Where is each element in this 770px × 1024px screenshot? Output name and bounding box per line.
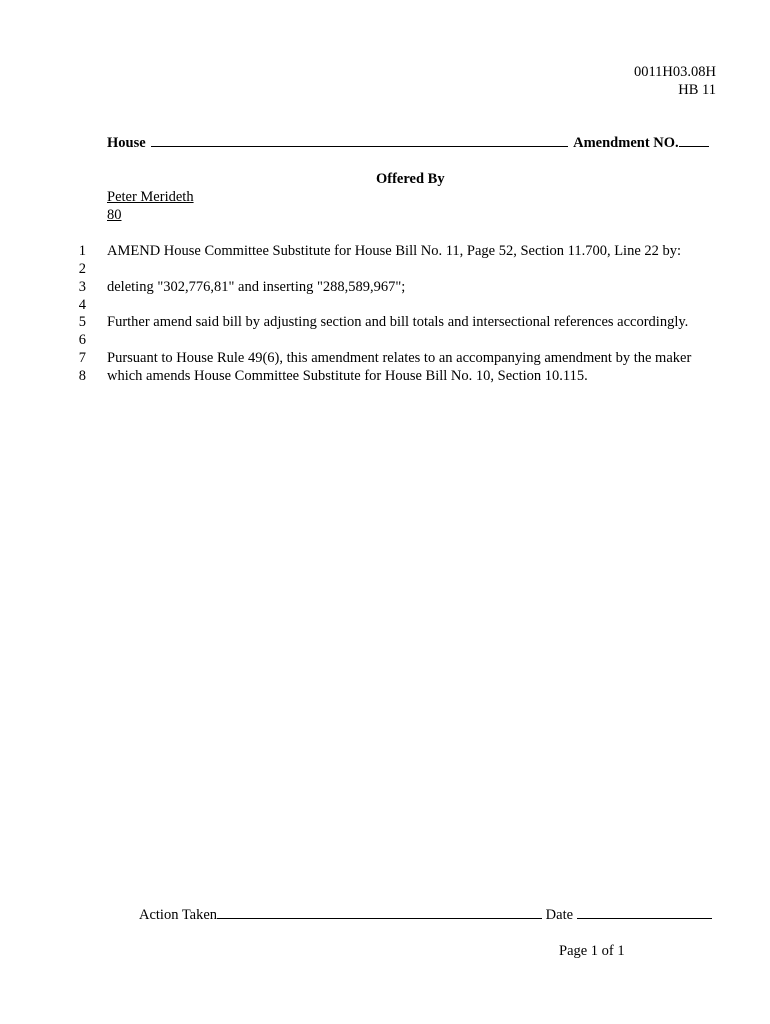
line-number: 1 <box>78 243 86 259</box>
date-label: Date <box>545 907 574 923</box>
sponsor-name: Peter Merideth <box>107 189 194 205</box>
line-number: 2 <box>78 261 86 277</box>
document-id: 0011H03.08H <box>633 64 716 80</box>
line-text: which amends House Committee Substitute for House Bill No. 10, Section 10.115. <box>107 368 588 384</box>
action-taken-label: Action Taken <box>139 907 218 923</box>
house-label: House <box>107 135 146 151</box>
offered-by-heading: Offered By <box>376 171 445 187</box>
line-text: deleting "302,776,81" and inserting "288,589,967"; <box>107 279 406 295</box>
amendment-title-line <box>107 135 711 152</box>
date-blank <box>577 907 712 919</box>
amendment-number-blank <box>679 135 709 147</box>
action-taken-blank <box>217 907 542 919</box>
line-text: AMEND House Committee Substitute for House Bill No. 11, Page 52, Section 11.700, Line 22 by: <box>107 243 682 259</box>
line-number: 5 <box>78 314 86 330</box>
line-number: 8 <box>78 368 86 384</box>
line-number: 4 <box>78 297 86 313</box>
line-number: 6 <box>78 332 86 348</box>
line-text: Further amend said bill by adjusting section and bill totals and intersectional references accordingly. <box>107 314 689 330</box>
line-number: 3 <box>78 279 86 295</box>
amendment-number-label: Amendment NO. <box>573 135 679 151</box>
action-taken-row <box>139 907 717 924</box>
line-text: Pursuant to House Rule 49(6), this amendment relates to an accompanying amendment by the maker <box>107 350 692 366</box>
line-number: 7 <box>78 350 86 366</box>
page-number: Page 1 of 1 <box>559 943 625 959</box>
bill-number: HB 11 <box>678 82 716 98</box>
sponsor-district: 80 <box>107 207 122 223</box>
house-blank-line <box>151 135 568 147</box>
